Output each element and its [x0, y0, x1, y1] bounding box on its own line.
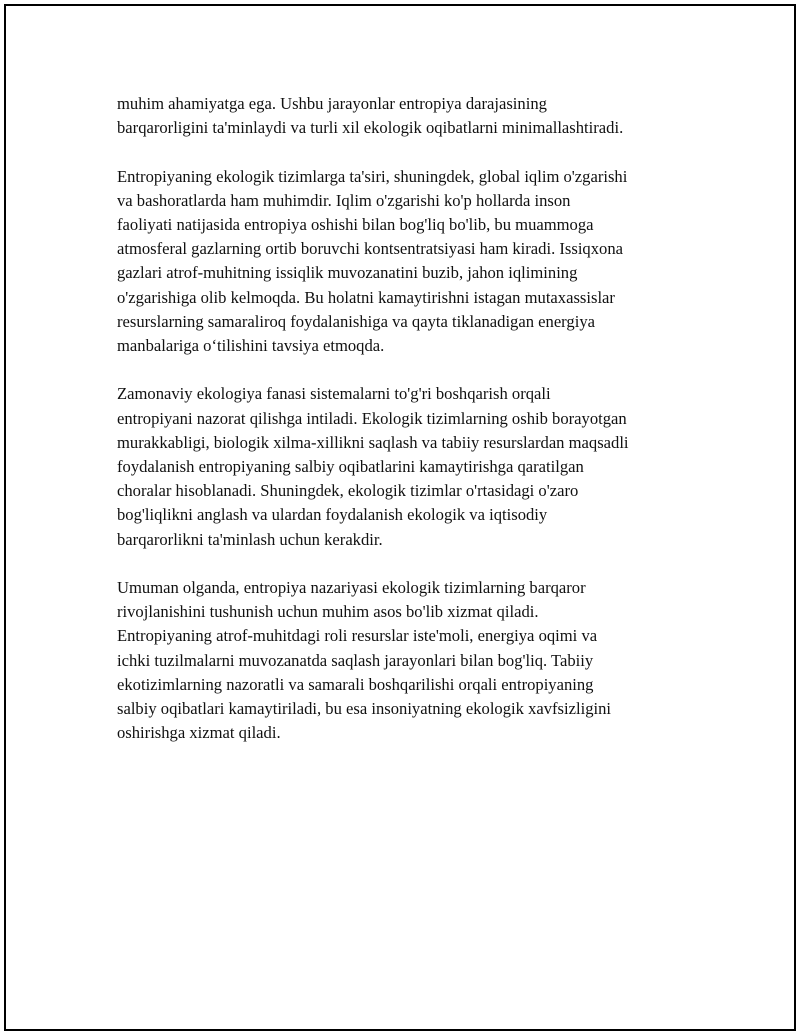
text-line: choralar hisoblanadi. Shuningdek, ekologik tizimlar o'rtasidagi o'zaro: [117, 481, 579, 501]
text-line: ichki tuzilmalarni muvozanatda saqlash jarayonlari bilan bog'liq. Tabiiy: [117, 650, 594, 670]
text-line: foydalanish entropiyaning salbiy oqibatlarini kamaytirishga qaratilgan: [117, 457, 584, 477]
text-line: bog'liqlikni anglash va ulardan foydalanish ekologik va iqtisodiy: [117, 505, 548, 525]
document-body: [117, 92, 717, 770]
paragraph-4: [117, 576, 717, 745]
text-line: salbiy oqibatlari kamaytiriladi, bu esa insoniyatning ekologik xavfsizligini: [117, 699, 612, 719]
text-line: rivojlanishini tushunish uchun muhim asos bo'lib xizmat qiladi.: [117, 602, 539, 622]
text-line: muhim ahamiyatga ega. Ushbu jarayonlar entropiya darajasining: [117, 94, 547, 113]
text-line: Zamonaviy ekologiya fanasi sistemalarni to'g'ri boshqarish orqali: [117, 384, 551, 404]
text-line: atmosferal gazlarning ortib boruvchi kontsentratsiyasi ham kiradi. Issiqxona: [117, 239, 623, 259]
paragraph-3: [117, 382, 717, 551]
text-line: Entropiyaning atrof-muhitdagi roli resurslar iste'moli, energiya oqimi va: [117, 626, 598, 646]
paragraph-1: [117, 92, 717, 140]
text-line: o'zgarishiga olib kelmoqda. Bu holatni kamaytirishni istagan mutaxassislar: [117, 287, 615, 307]
text-line: gazlari atrof-muhitning issiqlik muvozanatini buzib, jahon iqlimining: [117, 263, 578, 283]
text-line: Entropiyaning ekologik tizimlarga ta'siri, shuningdek, global iqlim o'zgarishi: [117, 166, 628, 186]
text-line: faoliyati natijasida entropiya oshishi bilan bog'liq bo'lib, bu muammoga: [117, 215, 594, 234]
text-line: oshirishga xizmat qiladi.: [117, 723, 281, 743]
paragraph-2: [117, 165, 717, 359]
text-line: Umuman olganda, entropiya nazariyasi ekologik tizimlarning barqaror: [117, 578, 586, 598]
text-line: barqarorlikni ta'minlash uchun kerakdir.: [117, 529, 383, 549]
text-line: resurslarning samaraliroq foydalanishiga va qayta tiklanadigan energiya: [117, 311, 595, 331]
text-line: va bashoratlarda ham muhimdir. Iqlim o'zgarishi ko'p hollarda inson: [117, 190, 571, 210]
text-line: ekotizimlarning nazoratli va samarali boshqarilishi orqali entropiyaning: [117, 674, 594, 694]
text-line: manbalariga o‘tilishini tavsiya etmoqda.: [117, 336, 385, 356]
text-line: entropiyani nazorat qilishga intiladi. Ekologik tizimlarning oshib borayotgan: [117, 408, 627, 428]
text-line: barqarorligini ta'minlaydi va turli xil ekologik oqibatlarni minimallashtiradi.: [117, 118, 624, 138]
text-line: murakkabligi, biologik xilma-xillikni saqlash va tabiiy resurslardan maqsadli: [117, 432, 629, 452]
